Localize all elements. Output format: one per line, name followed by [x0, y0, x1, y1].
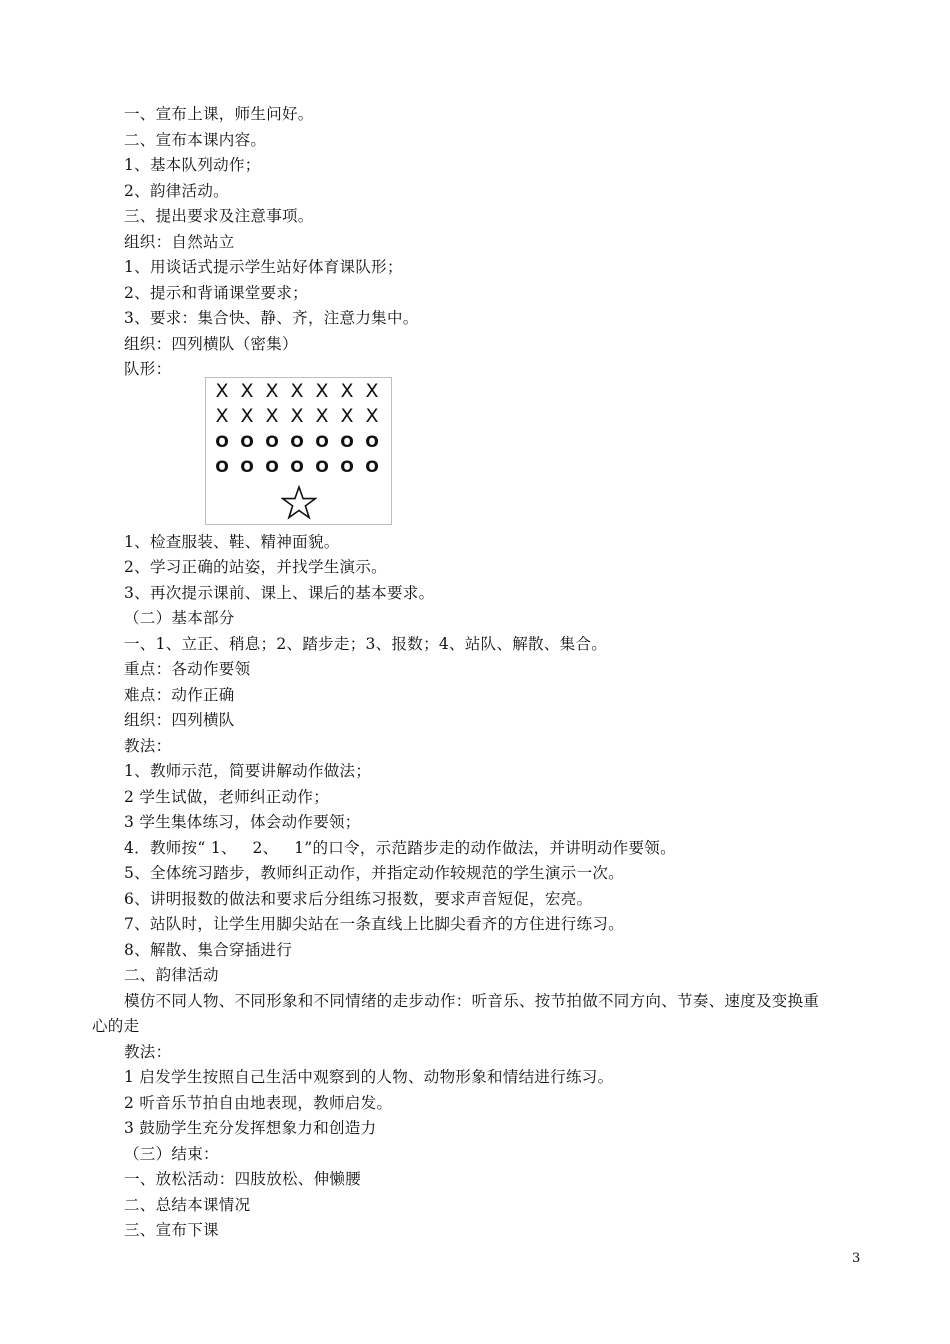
text-line: 1、用谈话式提示学生站好体育课队形； [124, 258, 403, 276]
formation-row-o [212, 431, 382, 453]
text-line: 重点：各动作要领 [124, 660, 251, 678]
text-line: 一、宣布上课，师生问好。 [124, 105, 314, 123]
student-x-mark: X [315, 405, 329, 427]
student-x-mark: X [240, 405, 254, 427]
text-line: 队形： [124, 360, 172, 378]
text-line: 难点：动作正确 [124, 686, 235, 704]
student-o-mark: O [215, 432, 229, 451]
student-o-mark: O [290, 432, 304, 451]
text-line: 4．教师按“ 1、 2、 1”的口令，示范踏步走的动作做法，并讲明动作要领。 [124, 839, 676, 857]
page-number: 3 [852, 1251, 861, 1266]
student-x-mark: X [315, 380, 329, 402]
text-line: 三、提出要求及注意事项。 [124, 207, 314, 225]
star-icon [281, 485, 317, 521]
student-x-mark: X [365, 380, 379, 402]
student-o-mark: O [265, 432, 279, 451]
student-o-mark: O [315, 457, 329, 476]
student-o-mark: O [340, 457, 354, 476]
text-line: 1、教师示范，简要讲解动作做法； [124, 762, 372, 780]
student-o-mark: O [240, 457, 254, 476]
student-o-mark: O [315, 432, 329, 451]
text-line: 二、韵律活动 [124, 966, 219, 984]
text-line: 2 听音乐节拍自由地表现，教师启发。 [124, 1094, 393, 1112]
text-line: 教法： [124, 737, 172, 755]
text-line: 二、总结本课情况 [124, 1196, 251, 1214]
text-line: 一、放松活动：四肢放松、伸懒腰 [124, 1170, 362, 1188]
paragraph-line: 模仿不同人物、不同形象和不同情绪的走步动作：听音乐、按节拍做不同方向、节奏、速度及变换重 [124, 992, 820, 1010]
paragraph-line: 心的走 [92, 1017, 140, 1035]
student-o-mark: O [215, 457, 229, 476]
student-o-mark: O [240, 432, 254, 451]
text-line: 1 启发学生按照自己生活中观察到的人物、动物形象和情结进行练习。 [124, 1068, 614, 1086]
student-x-mark: X [365, 405, 379, 427]
student-o-mark: O [290, 457, 304, 476]
section-heading: （二）基本部分 [124, 609, 235, 627]
formation-row-x [212, 380, 382, 402]
text-line: 组织：四列横队（密集） [124, 335, 298, 353]
text-line: 组织：自然站立 [124, 233, 235, 251]
student-o-mark: O [265, 457, 279, 476]
text-line: 3 学生集体练习，体会动作要领； [124, 813, 361, 831]
text-line: 一、1、立正、稍息；2、踏步走；3、报数；4、站队、解散、集合。 [124, 635, 608, 653]
student-x-mark: X [240, 380, 254, 402]
text-line: 2、韵律活动。 [124, 182, 229, 200]
text-line: 3 鼓励学生充分发挥想象力和创造力 [124, 1119, 377, 1137]
text-line: 三、宣布下课 [124, 1221, 219, 1239]
student-x-mark: X [290, 380, 304, 402]
student-o-mark: O [365, 457, 379, 476]
text-line: 5、全体统习踏步，教师纠正动作，并指定动作较规范的学生演示一次。 [124, 864, 624, 882]
section-heading: （三）结束： [124, 1145, 219, 1163]
formation-diagram [205, 377, 392, 525]
text-line: 8、解散、集合穿插进行 [124, 941, 293, 959]
student-x-mark: X [265, 405, 279, 427]
text-line: 1、检查服装、鞋、精神面貌。 [124, 533, 340, 551]
text-line: 组织：四列横队 [124, 711, 235, 729]
text-line: 3、再次提示课前、课上、课后的基本要求。 [124, 584, 435, 602]
text-line: 二、宣布本课内容。 [124, 131, 267, 149]
student-o-mark: O [365, 432, 379, 451]
student-x-mark: X [215, 405, 229, 427]
text-line: 2、提示和背诵课堂要求； [124, 284, 308, 302]
student-x-mark: X [290, 405, 304, 427]
text-line: 2、学习正确的站姿，并找学生演示。 [124, 558, 387, 576]
formation-row-x [212, 405, 382, 427]
text-line: 7、站队时，让学生用脚尖站在一条直线上比脚尖看齐的方住进行练习。 [124, 915, 624, 933]
text-line: 6、讲明报数的做法和要求后分组练习报数，要求声音短促，宏亮。 [124, 890, 593, 908]
student-x-mark: X [265, 380, 279, 402]
student-o-mark: O [340, 432, 354, 451]
student-x-mark: X [215, 380, 229, 402]
text-line: 1、基本队列动作； [124, 156, 261, 174]
text-line: 教法： [124, 1043, 172, 1061]
text-line: 3、要求：集合快、静、齐，注意力集中。 [124, 309, 419, 327]
student-x-mark: X [340, 380, 354, 402]
student-x-mark: X [340, 405, 354, 427]
formation-row-o [212, 456, 382, 478]
text-line: 2 学生试做，老师纠正动作； [124, 788, 329, 806]
